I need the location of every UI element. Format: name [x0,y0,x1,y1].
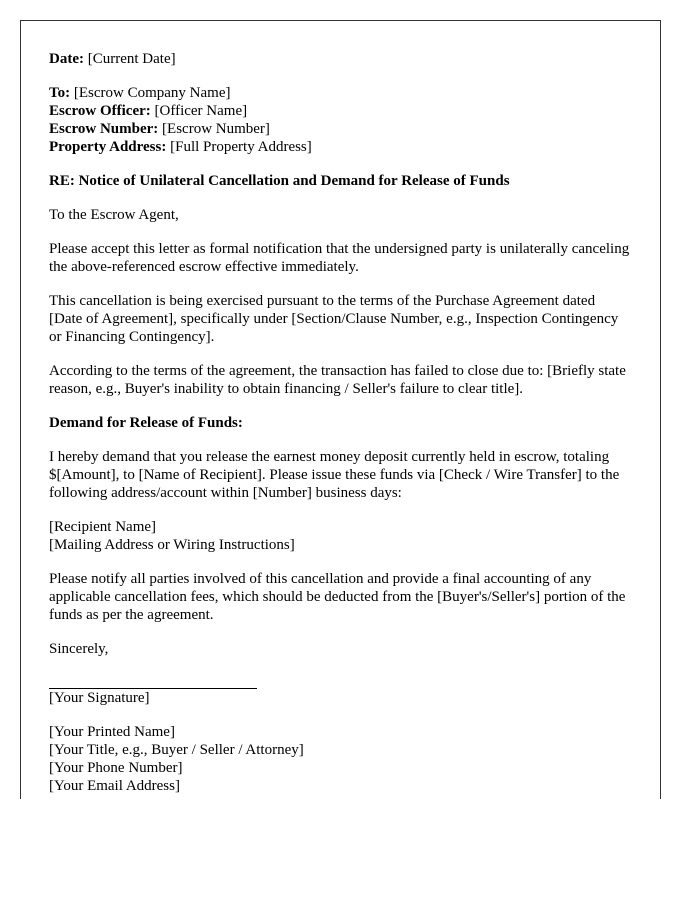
subject-line: RE: Notice of Unilateral Cancellation and Demand for Release of Funds [49,173,510,189]
recipient-block: To: [Escrow Company Name] Escrow Officer: [Officer Name] Escrow Number: [Escrow Number] Property Address: [Full Property Address] [49,85,312,155]
date-line: Date: [Current Date] [49,51,176,67]
notify-paragraph: Please notify all parties involved of this cancellation and provide a final accounting of any applicable cancellation fees, which should be deducted from the [Buyer's/Seller's] portion of the funds as per the agreement. [49,571,626,623]
body-paragraph: Please accept this letter as formal notification that the undersigned party is unilaterally canceling the above-referenced escrow effective immediately. [49,241,630,275]
signature-placeholder: [Your Signature] [49,690,150,706]
signer-block: [Your Printed Name] [Your Title, e.g., Buyer / Seller / Attorney] [Your Phone Number] [Your Email Address] [49,724,304,794]
closing: Sincerely, [49,641,109,657]
demand-heading: Demand for Release of Funds: [49,415,243,431]
letter-document [20,20,661,799]
signature-line [49,674,257,689]
demand-paragraph: I hereby demand that you release the earnest money deposit currently held in escrow, totaling $[Amount], to [Name of Recipient]. Please issue these funds via [Check / Wire Transfer] to the following address/account within [Number] business days: [49,449,620,501]
payee-block: [Recipient Name] [Mailing Address or Wiring Instructions] [49,519,295,553]
salutation: To the Escrow Agent, [49,207,179,223]
body-paragraph: According to the terms of the agreement, the transaction has failed to close due to: [Briefly state reason, e.g., Buyer's inability to obtain financing / Seller's failure to clear title]. [49,363,626,397]
body-paragraph: This cancellation is being exercised pursuant to the terms of the Purchase Agreement dated [Date of Agreement], specifically under [Section/Clause Number, e.g., Inspection Contingency or Financing Contingency]. [49,293,619,345]
